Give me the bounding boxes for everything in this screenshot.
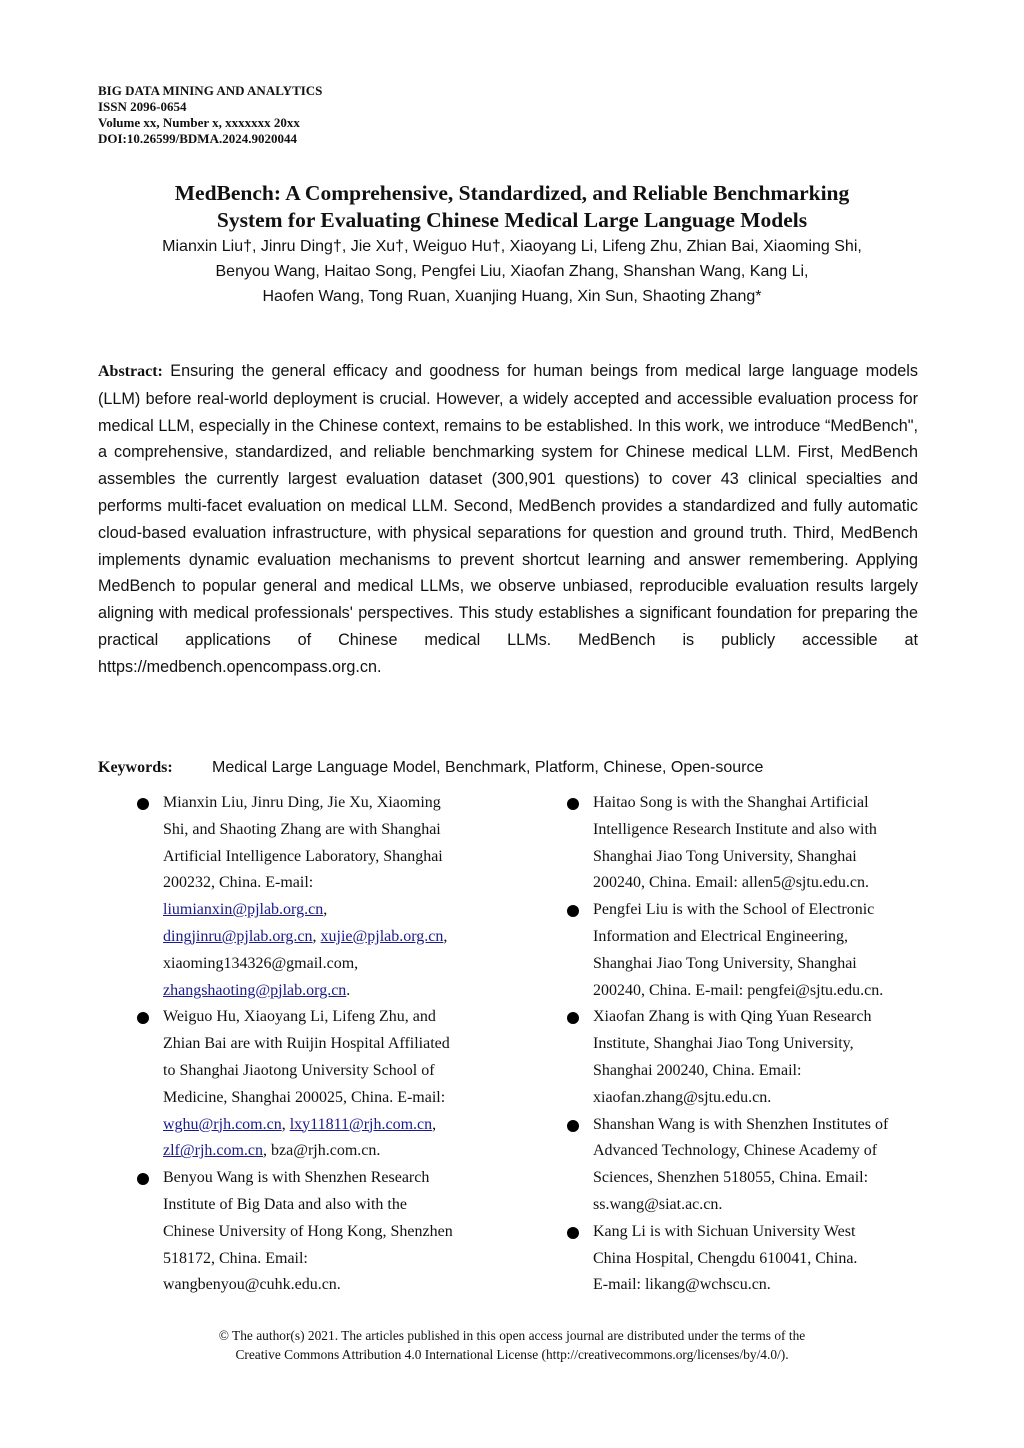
license-line-1: © The author(s) 2021. The articles published in this open access journal are distributed under the terms of the (218, 1328, 806, 1343)
journal-volume: Volume xx, Number x, xxxxxxx 20xx (98, 115, 300, 130)
affiliation-line: 200240, China. E-mail: pengfei@sjtu.edu.cn. (593, 981, 884, 999)
author-list (60, 234, 964, 309)
email-link[interactable]: zlf@rjh.com.cn (163, 1142, 264, 1160)
affiliations-right-column (567, 790, 947, 1299)
bullet-icon (567, 1227, 579, 1239)
affiliation-line: Chinese University of Hong Kong, Shenzhen (163, 1222, 453, 1240)
affiliation-item (567, 1112, 947, 1219)
affiliation-item (567, 790, 947, 897)
affiliation-line: Medicine, Shanghai 200025, China. E-mail: (163, 1088, 446, 1106)
affiliation-line: Shanghai Jiao Tong University, Shanghai (593, 847, 857, 865)
affiliation-line: Zhian Bai are with Ruijin Hospital Affiliated (163, 1035, 450, 1053)
abstract-text: Ensuring the general efficacy and goodness for human beings from medical large language models (LLM) before real-world deployment is crucial. However, a widely accepted and accessible evaluation process for medical LLM, especially in the Chinese context, remains to be established. In this work, we introduce “MedBench", a comprehensive, standardized, and reliable benchmarking system for Chinese medical LLM. First, MedBench assembles the currently largest evaluation dataset (300,901 questions) to cover 43 clinical specialties and performs multi-facet evaluation on medical LLM. Second, MedBench provides a standardized and fully automatic cloud-based evaluation infrastructure, with physical separations for question and ground truth. Third, MedBench implements dynamic evaluation mechanisms to prevent shortcut learning and answer remembering. Applying MedBench to popular general and medical LLMs, we observe unbiased, reproducible evaluation results largely aligning with medical professionals' perspectives. This study establishes a significant foundation for preparing the practical applications of Chinese medical LLMs. MedBench is publicly accessible at https://medbench.opencompass.org.cn. (98, 362, 918, 676)
affiliation-line: China Hospital, Chengdu 610041, China. (593, 1249, 858, 1267)
affiliation-line: zlf@rjh.com.cn, bza@rjh.com.cn. (163, 1142, 381, 1160)
affiliation-line: Pengfei Liu is with the School of Electronic (593, 901, 875, 919)
affiliation-line: dingjinru@pjlab.org.cn, xujie@pjlab.org.cn, (163, 927, 448, 945)
abstract (98, 358, 918, 681)
bullet-icon (567, 798, 579, 810)
bullet-icon (137, 1012, 149, 1024)
bullet-icon (137, 1173, 149, 1185)
email-link[interactable]: liumianxin@pjlab.org.cn (163, 901, 324, 919)
journal-doi: DOI:10.26599/BDMA.2024.9020044 (98, 131, 297, 146)
affiliation-line: Shanshan Wang is with Shenzhen Institutes of (593, 1115, 889, 1133)
keywords-value: Medical Large Language Model, Benchmark, Platform, Chinese, Open-source (212, 759, 764, 776)
affiliation-line: zhangshaoting@pjlab.org.cn. (163, 981, 351, 999)
affiliation-line: liumianxin@pjlab.org.cn, (163, 901, 328, 919)
affiliation-item (567, 897, 947, 1004)
affiliation-line: Institute of Big Data and also with the (163, 1195, 407, 1213)
affiliation-item (567, 1004, 947, 1111)
bullet-icon (137, 798, 149, 810)
email-text: bza@rjh.com.cn. (271, 1142, 381, 1160)
email-link[interactable]: lxy11811@rjh.com.cn (289, 1115, 433, 1133)
email-link[interactable]: wghu@rjh.com.cn (163, 1115, 282, 1133)
affiliation-line: Haitao Song is with the Shanghai Artificial (593, 794, 869, 811)
authors-line-2: Benyou Wang, Haitao Song, Pengfei Liu, Xiaofan Zhang, Shanshan Wang, Kang Li, (215, 263, 809, 280)
bullet-icon (567, 905, 579, 917)
title-line-1: MedBench: A Comprehensive, Standardized, and Reliable Benchmarking (174, 181, 850, 205)
affiliation-item (137, 1165, 517, 1299)
affiliation-line: Sciences, Shenzhen 518055, China. Email: (593, 1169, 869, 1187)
affiliation-line: Intelligence Research Institute and also with (593, 820, 877, 838)
keywords-label: Keywords: (98, 759, 173, 776)
affiliation-line: Artificial Intelligence Laboratory, Shanghai (163, 847, 443, 865)
authors-line-1: Mianxin Liu†, Jinru Ding†, Jie Xu†, Weiguo Hu†, Xiaoyang Li, Lifeng Zhu, Zhian Bai, Xiaoming Shi, (162, 238, 862, 255)
email-link[interactable]: zhangshaoting@pjlab.org.cn (163, 981, 347, 999)
affiliation-item (137, 1004, 517, 1165)
affiliation-line: Benyou Wang is with Shenzhen Research (163, 1169, 430, 1187)
affiliation-line: to Shanghai Jiaotong University School of (163, 1061, 435, 1079)
affiliation-line: Shi, and Shaoting Zhang are with Shanghai (163, 820, 441, 838)
affiliation-item (567, 1219, 947, 1299)
affiliation-item (137, 790, 517, 1004)
affiliation-line: Weiguo Hu, Xiaoyang Li, Lifeng Zhu, and (163, 1008, 436, 1026)
license-line-2: Creative Commons Attribution 4.0 International License (http://creativecommons.org/licenses/by/4.0/). (235, 1347, 789, 1362)
affiliation-line: Institute, Shanghai Jiao Tong University, (593, 1035, 854, 1053)
affiliation-line: Shanghai Jiao Tong University, Shanghai (593, 954, 857, 972)
affiliation-line: 200232, China. E-mail: (163, 874, 314, 892)
affiliation-line: 518172, China. Email: (163, 1249, 308, 1267)
affiliation-line: Kang Li is with Sichuan University West (593, 1222, 856, 1240)
license-notice (60, 1326, 964, 1364)
affiliation-line: xiaoming134326@gmail.com, (163, 954, 359, 972)
journal-issn: ISSN 2096-0654 (98, 99, 187, 114)
affiliation-line: Xiaofan Zhang is with Qing Yuan Research (593, 1008, 872, 1026)
bullet-icon (567, 1012, 579, 1024)
journal-name: BIG DATA MINING AND ANALYTICS (98, 83, 323, 98)
affiliations-left-column (137, 790, 517, 1299)
email-link[interactable]: dingjinru@pjlab.org.cn (163, 927, 313, 945)
affiliation-line: ss.wang@siat.ac.cn. (593, 1195, 723, 1213)
title-line-2: System for Evaluating Chinese Medical Large Language Models (216, 208, 808, 232)
bullet-icon (567, 1120, 579, 1132)
keywords (98, 757, 763, 779)
affiliation-line: xiaofan.zhang@sjtu.edu.cn. (593, 1088, 772, 1106)
affiliation-line: Shanghai 200240, China. Email: (593, 1061, 802, 1079)
abstract-label: Abstract: (98, 363, 163, 380)
authors-line-3: Haofen Wang, Tong Ruan, Xuanjing Huang, Xin Sun, Shaoting Zhang* (262, 288, 762, 305)
affiliation-line: Mianxin Liu, Jinru Ding, Jie Xu, Xiaoming (163, 794, 441, 811)
affiliation-line: wghu@rjh.com.cn, lxy11811@rjh.com.cn, (163, 1115, 437, 1133)
paper-title (60, 180, 964, 234)
affiliation-line: Information and Electrical Engineering, (593, 927, 849, 945)
journal-header (98, 83, 322, 147)
affiliation-line: E-mail: likang@wchscu.cn. (593, 1276, 771, 1294)
affiliation-line: wangbenyou@cuhk.edu.cn. (163, 1276, 341, 1294)
affiliation-line: Advanced Technology, Chinese Academy of (593, 1142, 878, 1160)
email-link[interactable]: xujie@pjlab.org.cn (320, 927, 444, 945)
affiliation-line: 200240, China. Email: allen5@sjtu.edu.cn. (593, 874, 870, 892)
